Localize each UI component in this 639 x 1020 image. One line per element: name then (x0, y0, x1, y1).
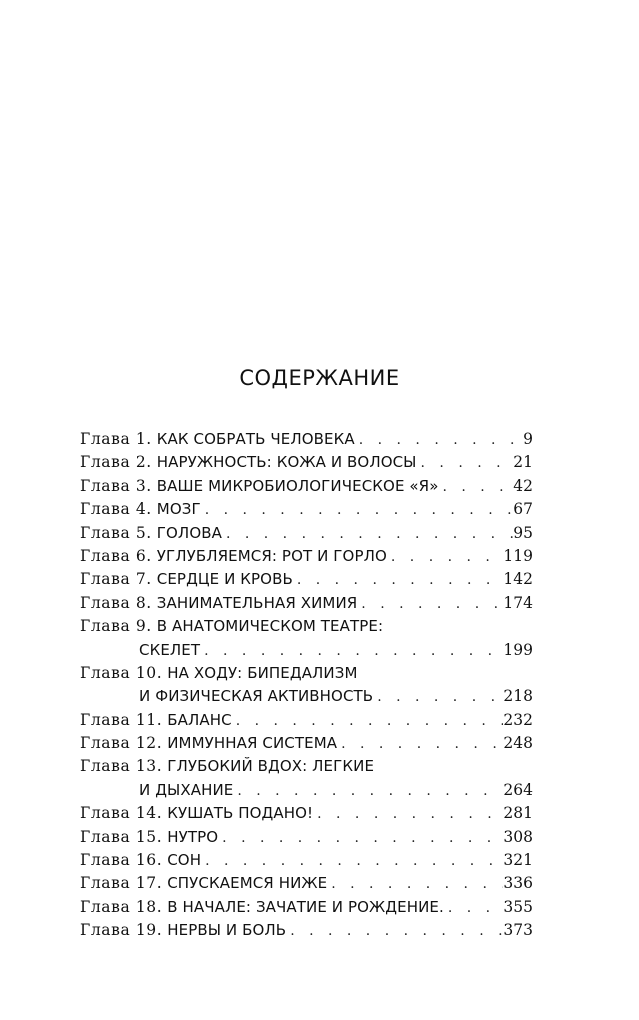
toc-line (80, 498, 533, 521)
toc-heading: СОДЕРЖАНИЕ (239, 366, 400, 390)
chapter-title: НАРУЖНОСТЬ: КОЖА И ВОЛОСЫ (156, 453, 417, 472)
chapter-number: Глава 8. (80, 593, 152, 612)
chapter-number: Глава 16. (80, 851, 163, 870)
toc-line (80, 896, 533, 919)
toc-line (80, 732, 533, 755)
chapter-number: Глава 10. (80, 663, 163, 682)
toc-line (80, 802, 533, 825)
chapter-number: Глава 2. (80, 453, 152, 472)
dot-leader (218, 827, 503, 850)
chapter-title: МОЗГ (156, 500, 201, 519)
page-number: 232 (503, 710, 533, 729)
chapter-title: ГОЛОВА (156, 523, 222, 542)
page-number: 199 (503, 640, 533, 659)
chapter-number: Глава 9. (80, 617, 152, 636)
chapter-title: И ФИЗИЧЕСКАЯ АКТИВНОСТЬ (139, 687, 374, 706)
page-number: 321 (503, 851, 533, 870)
dot-leader (337, 733, 503, 756)
chapter-title: УГЛУБЛЯЕМСЯ: РОТ И ГОРЛО (156, 546, 387, 565)
dot-leader (373, 686, 503, 709)
toc-entry (80, 592, 533, 615)
dot-leader (233, 780, 503, 803)
chapter-number: Глава 12. (80, 734, 163, 753)
chapter-title: НУТРО (167, 827, 219, 846)
chapter-title: НА ХОДУ: БИПЕДАЛИЗМ (167, 663, 358, 682)
chapter-title: СЕРДЦЕ И КРОВЬ (156, 570, 293, 589)
page-number: 355 (503, 897, 533, 916)
toc-line (80, 779, 533, 802)
page-number: 281 (503, 804, 533, 823)
page-number: 67 (513, 500, 533, 519)
toc-entry (80, 732, 533, 755)
dot-leader (222, 523, 513, 546)
toc-entry (80, 849, 533, 872)
chapter-number: Глава 19. (80, 921, 163, 940)
dot-leader (201, 850, 503, 873)
toc-line (80, 919, 533, 942)
toc-line (80, 639, 533, 662)
dot-leader (286, 920, 503, 943)
chapter-title: ИММУННАЯ СИСТЕМА (167, 734, 338, 753)
chapter-number: Глава 7. (80, 570, 152, 589)
dot-leader (355, 429, 523, 452)
toc-entry (80, 475, 533, 498)
dot-leader (327, 873, 503, 896)
chapter-title: ЗАНИМАТЕЛЬНАЯ ХИМИЯ (156, 593, 358, 612)
chapter-title: КУШАТЬ ПОДАНО! (167, 804, 314, 823)
chapter-number: Глава 18. (80, 897, 163, 916)
toc-line (80, 592, 533, 615)
toc-entry (80, 545, 533, 568)
toc-line (80, 428, 533, 451)
chapter-title: В НАЧАЛЕ: ЗАЧАТИЕ И РОЖДЕНИЕ. (167, 897, 444, 916)
chapter-number: Глава 11. (80, 710, 163, 729)
chapter-number: Глава 1. (80, 430, 152, 448)
chapter-title: СКЕЛЕТ (139, 640, 201, 659)
dot-leader (387, 546, 504, 569)
page-number: 218 (503, 687, 533, 706)
chapter-number: Глава 13. (80, 757, 163, 776)
toc-line (80, 475, 533, 498)
page-number: 336 (503, 874, 533, 893)
page-number: 142 (503, 570, 533, 589)
toc-line (80, 755, 533, 778)
dot-leader (313, 803, 503, 826)
toc-entry (80, 568, 533, 591)
chapter-number: Глава 15. (80, 827, 163, 846)
toc-entry (80, 826, 533, 849)
toc-entry (80, 662, 533, 709)
chapter-number: Глава 3. (80, 476, 152, 495)
toc-line (80, 662, 533, 685)
toc-entry (80, 428, 533, 451)
toc-entry (80, 872, 533, 895)
dot-leader (200, 640, 503, 663)
page-number: 373 (503, 921, 533, 940)
table-of-contents (80, 428, 533, 943)
dot-leader (232, 710, 504, 733)
chapter-number: Глава 6. (80, 546, 152, 565)
toc-line (80, 522, 533, 545)
dot-leader (357, 593, 503, 616)
toc-entry (80, 919, 533, 942)
chapter-title: НЕРВЫ И БОЛЬ (167, 921, 287, 940)
toc-line (80, 568, 533, 591)
toc-entry (80, 802, 533, 825)
chapter-title: СПУСКАЕМСЯ НИЖЕ (167, 874, 328, 893)
toc-line (80, 872, 533, 895)
toc-entry (80, 709, 533, 732)
page-number: 21 (513, 453, 533, 472)
chapter-title: И ДЫХАНИЕ (139, 780, 234, 799)
page-number: 308 (503, 827, 533, 846)
chapter-title: ВАШЕ МИКРОБИОЛОГИЧЕСКОЕ «Я» (156, 476, 439, 495)
toc-line (80, 545, 533, 568)
chapter-title: КАК СОБРАТЬ ЧЕЛОВЕКА (156, 430, 355, 448)
toc-entry (80, 522, 533, 545)
chapter-title: СОН (167, 851, 202, 870)
chapter-number: Глава 14. (80, 804, 163, 823)
toc-line (80, 451, 533, 474)
toc-entry (80, 896, 533, 919)
chapter-number: Глава 4. (80, 500, 152, 519)
toc-entry (80, 615, 533, 662)
page-number: 42 (513, 476, 533, 495)
toc-line (80, 826, 533, 849)
dot-leader (444, 897, 504, 920)
page-number: 248 (503, 734, 533, 753)
page-number: 119 (503, 546, 533, 565)
dot-leader (417, 452, 514, 475)
chapter-title: В АНАТОМИЧЕСКОМ ТЕАТРЕ: (156, 617, 384, 636)
chapter-title: ГЛУБОКИЙ ВДОХ: ЛЕГКИЕ (167, 757, 375, 776)
toc-line (80, 685, 533, 708)
toc-line (80, 615, 533, 638)
toc-entry (80, 498, 533, 521)
dot-leader (201, 499, 514, 522)
toc-line (80, 849, 533, 872)
page-number: 174 (503, 593, 533, 612)
chapter-title: БАЛАНС (167, 710, 232, 729)
page-number: 264 (503, 780, 533, 799)
dot-leader (293, 569, 504, 592)
toc-line (80, 709, 533, 732)
page-number: 95 (513, 523, 533, 542)
toc-entry (80, 755, 533, 802)
chapter-number: Глава 5. (80, 523, 152, 542)
chapter-number: Глава 17. (80, 874, 163, 893)
dot-leader (438, 476, 513, 499)
page-number: 9 (523, 430, 533, 448)
toc-entry (80, 451, 533, 474)
